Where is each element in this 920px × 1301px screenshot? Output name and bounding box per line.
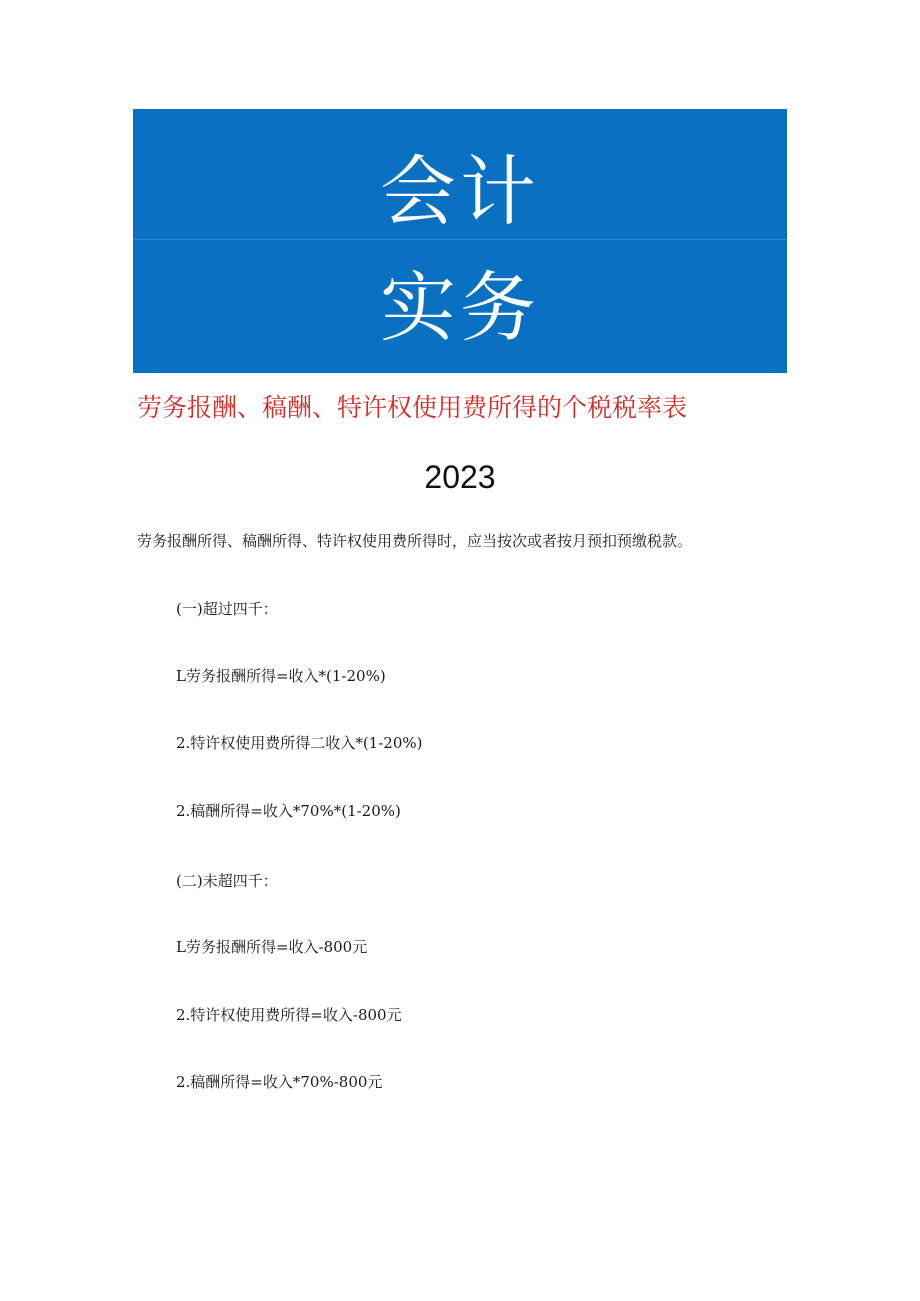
document-title: 劳务报酬、稿酬、特许权使用费所得的个税税率表: [137, 393, 688, 422]
formula-labor-over: L劳务报酬所得=收入*(1-20%): [176, 667, 386, 685]
intro-paragraph: 劳务报酬所得、稿酬所得、特许权使用费所得时，应当按次或者按月预扣预缴税款。: [137, 532, 693, 550]
formula-royalty-under: 2.特许权使用费所得=收入-800元: [176, 1006, 402, 1024]
formula-labor-under: L劳务报酬所得=收入-800元: [176, 938, 368, 956]
formula-manuscript-over: 2.稿酬所得=收入*70%*(1-20%): [176, 802, 401, 820]
banner-line-2: 实务: [380, 263, 540, 352]
section-heading-under-4000: (二)未超四千：: [176, 872, 278, 890]
banner-line-1: 会计: [380, 147, 540, 236]
banner-divider: [133, 239, 787, 240]
formula-royalty-over: 2.特许权使用费所得二收入*(1-20%): [176, 734, 423, 752]
section-heading-over-4000: (一)超过四千：: [176, 600, 278, 618]
formula-manuscript-under: 2.稿酬所得=收入*70%-800元: [176, 1073, 383, 1091]
title-banner: [133, 109, 787, 373]
document-year: 2023: [424, 459, 496, 495]
